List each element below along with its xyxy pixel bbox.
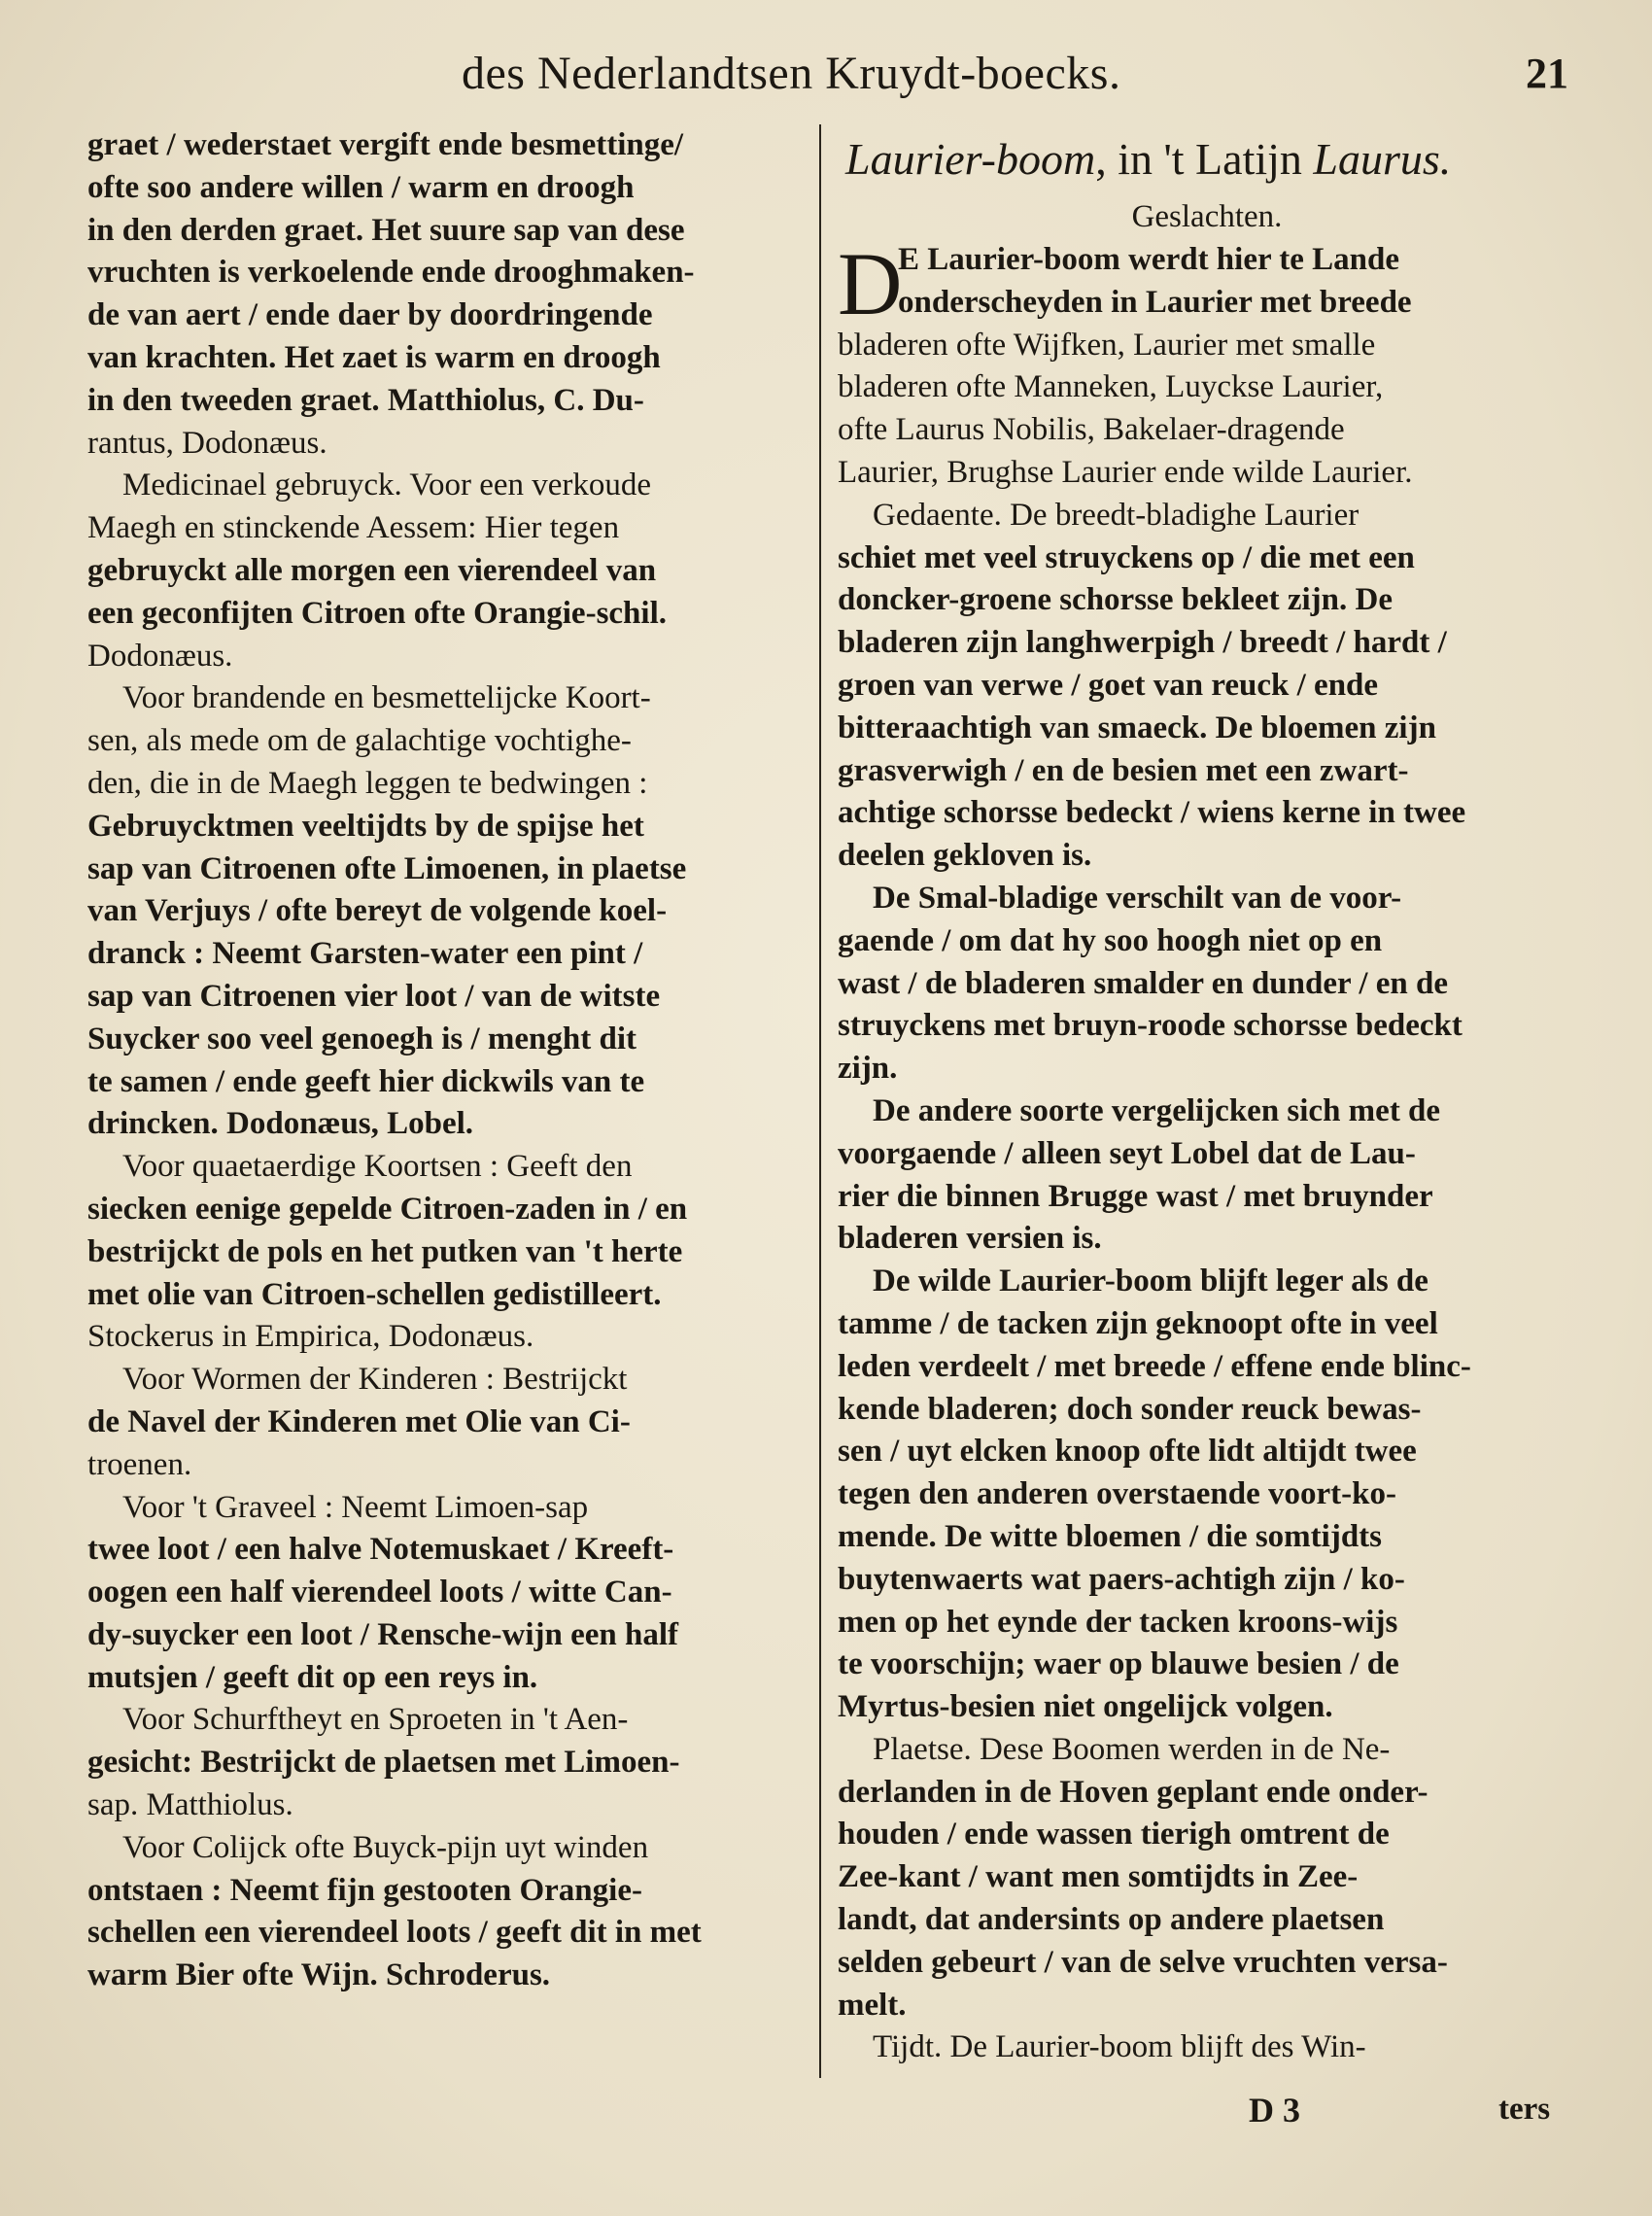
text-line: Gedaente. De breedt-bladighe Laurier <box>873 497 1359 533</box>
text-line: oogen een half vierendeel loots / witte Can- <box>87 1575 672 1610</box>
text-line: Voor Schurftheyt en Sproeten in 't Aen- <box>122 1702 629 1738</box>
text-line: gaende / om dat hy soo hoogh niet op en <box>838 922 1383 958</box>
text-line: siecken eenige gepelde Citroen-zaden in / en <box>87 1191 688 1227</box>
text-line: men op het eynde der tacken kroons-wijs <box>838 1604 1398 1640</box>
signature-mark: D 3 <box>1249 2091 1300 2129</box>
text-line: Medicinael gebruyck. Voor een verkoude <box>122 467 652 503</box>
text-line: sap. Matthiolus. <box>87 1787 293 1823</box>
text-line: groen van verwe / goet van reuck / ende <box>838 667 1379 703</box>
text-line: in den derden graet. Het suure sap van dese <box>87 212 685 248</box>
text-line: ofte soo andere willen / warm en droogh <box>87 169 635 205</box>
section-title-name: Laurier-boom <box>845 134 1096 184</box>
text-line: in den tweeden graet. Matthiolus, C. Du- <box>87 382 644 418</box>
running-head <box>0 47 1652 115</box>
text-line: Voor quaetaerdige Koortsen : Geeft den <box>122 1149 633 1185</box>
text-line: Dodonæus. <box>87 638 233 674</box>
text-line: een geconfijten Citroen ofte Orangie-schil. <box>87 595 667 631</box>
text-line: Suycker soo veel genoegh is / menght dit <box>87 1021 637 1056</box>
text-line: van Verjuys / ofte bereyt de volgende koel- <box>87 893 668 929</box>
text-line: te samen / ende geeft hier dickwils van te <box>87 1063 645 1099</box>
text-line: Laurier, Brughse Laurier ende wilde Laurier. <box>838 454 1413 490</box>
catchword: ters <box>1498 2092 1551 2127</box>
text-line: voorgaende / alleen seyt Lobel dat de Lau- <box>838 1135 1416 1171</box>
left-column <box>87 124 811 1997</box>
text-line: rier die binnen Brugge wast / met bruynder <box>838 1178 1433 1214</box>
page-number: 21 <box>1526 50 1568 97</box>
text-line: Voor Wormen der Kinderen : Bestrijckt <box>122 1362 628 1398</box>
text-line: ofte Laurus Nobilis, Bakelaer-dragende <box>838 412 1345 448</box>
text-line: struyckens met bruyn-roode schorsse bedeckt <box>838 1008 1463 1044</box>
text-line: bladeren ofte Manneken, Luyckse Laurier, <box>838 369 1384 405</box>
text-line: selden gebeurt / van de selve vruchten versa- <box>838 1944 1448 1980</box>
text-line: bladeren versien is. <box>838 1221 1102 1257</box>
text-line: vruchten is verkoelende ende drooghmaken- <box>87 255 695 291</box>
text-line: schiet met veel struyckens op / die met een <box>838 539 1415 575</box>
text-line: den, die in de Maegh leggen te bedwingen : <box>87 765 648 801</box>
subheading: Geslachten. <box>1131 199 1283 234</box>
text-line: sen, als mede om de galachtige vochtighe- <box>87 723 632 759</box>
text-line: tegen den anderen overstaende voort-ko- <box>838 1476 1396 1512</box>
text-line: landt, dat andersints op andere plaetsen <box>838 1902 1385 1938</box>
text-line: tamme / de tacken zijn geknoopt ofte in veel <box>838 1305 1438 1341</box>
text-line: schellen een vierendeel loots / geeft dit in met <box>87 1915 702 1951</box>
dropcap-paragraph <box>838 234 1576 333</box>
text-line: Zee-kant / want men somtijdts in Zee- <box>838 1859 1359 1895</box>
text-line: Voor 't Graveel : Neemt Limoen-sap <box>122 1489 589 1525</box>
text-line: doncker-groene schorsse bekleet zijn. De <box>838 582 1393 618</box>
text-line: De wilde Laurier-boom blijft leger als de <box>873 1264 1428 1299</box>
text-line: bladeren ofte Wijfken, Laurier met smalle <box>838 327 1376 363</box>
text-line: mende. De witte bloemen / die somtijdts <box>838 1518 1383 1554</box>
text-line: leden verdeelt / met breede / effene ende blinc- <box>838 1348 1471 1384</box>
section-title-latin-name: Laurus. <box>1313 134 1452 184</box>
text-line: zijn. <box>838 1051 898 1087</box>
text-line: bitteraachtigh van smaeck. De bloemen zijn <box>838 710 1436 745</box>
text-line: Myrtus-besien niet ongelijck volgen. <box>838 1689 1333 1725</box>
text-line: houden / ende wassen tierigh omtrent de <box>838 1817 1390 1852</box>
text-line: Voor Colijck ofte Buyck-pijn uyt winden <box>122 1829 649 1865</box>
text-line: met olie van Citroen-schellen gedistilleert. <box>87 1276 662 1312</box>
text-line: de Navel der Kinderen met Olie van Ci- <box>87 1403 631 1439</box>
text-line: kende bladeren; doch sonder reuck bewas- <box>838 1391 1422 1427</box>
running-title: des Nederlandtsen Kruydt-boecks. <box>462 48 1121 99</box>
text-line: achtige schorsse bedeckt / wiens kerne in twee <box>838 795 1466 831</box>
text-line: E Laurier-boom werdt hier te Lande <box>898 242 1400 277</box>
text-line: Voor brandende en besmettelijcke Koort- <box>122 680 651 716</box>
text-line: rantus, Dodonæus. <box>87 425 327 461</box>
right-column <box>838 124 1576 2069</box>
text-line: troenen. <box>87 1446 192 1482</box>
text-line: dy-suycker een loot / Rensche-wijn een half <box>87 1616 679 1652</box>
text-line: ontstaen : Neemt fijn gestooten Orangie- <box>87 1872 642 1908</box>
text-line: gebruyckt alle morgen een vierendeel van <box>87 552 657 588</box>
text-line: Stockerus in Empirica, Dodonæus. <box>87 1319 534 1355</box>
text-line: De Smal-bladige verschilt van de voor- <box>873 880 1402 916</box>
right-column-body <box>838 325 1576 2070</box>
text-line: bestrijckt de pols en het putken van 't herte <box>87 1233 683 1269</box>
text-line: graet / wederstaet vergift ende besmettinge/ <box>87 127 684 162</box>
text-line: drincken. Dodonæus, Lobel. <box>87 1106 474 1142</box>
text-line: buytenwaerts wat paers-achtigh zijn / ko- <box>838 1561 1405 1597</box>
text-line: sap van Citroenen ofte Limoenen, in plaetse <box>87 850 687 886</box>
text-line: Gebruycktmen veeltijdts by de spijse het <box>87 808 644 844</box>
text-line: derlanden in de Hoven geplant ende onder- <box>838 1774 1428 1810</box>
text-line: deelen gekloven is. <box>838 838 1092 874</box>
text-line: Plaetse. Dese Boomen werden in de Ne- <box>873 1731 1391 1767</box>
text-line: de van aert / ende daer by doordringende <box>87 297 653 333</box>
section-title-latin-intro: , in 't Latijn <box>1095 134 1314 184</box>
text-line: sen / uyt elcken knoop ofte lidt altijdt twee <box>838 1434 1417 1470</box>
text-line: te voorschijn; waer op blauwe besien / de <box>838 1646 1399 1682</box>
text-line: mutsjen / geeft dit op een reys in. <box>87 1659 538 1695</box>
text-line: van krachten. Het zaet is warm en droogh <box>87 339 661 375</box>
text-line: twee loot / een halve Notemuskaet / Kreeft- <box>87 1532 674 1568</box>
text-line: Maegh en stinckende Aessem: Hier tegen <box>87 510 620 546</box>
text-line: De andere soorte vergelijcken sich met de <box>873 1092 1441 1128</box>
text-line: Tijdt. De Laurier-boom blijft des Win- <box>873 2029 1366 2065</box>
text-line: bladeren zijn langhwerpigh / breedt / hardt / <box>838 625 1447 661</box>
text-line: onderscheyden in Laurier met breede <box>898 284 1412 320</box>
text-line: grasverwigh / en de besien met een zwart- <box>838 752 1409 788</box>
text-line: melt. <box>838 1987 907 2023</box>
text-line: dranck : Neemt Garsten-water een pint / <box>87 936 643 972</box>
column-divider <box>819 124 821 2078</box>
text-line: wast / de bladeren smalder en dunder / en de <box>838 965 1448 1001</box>
drop-cap: D <box>838 234 903 333</box>
text-line: gesicht: Bestrijckt de plaetsen met Limoen- <box>87 1745 680 1781</box>
text-line: sap van Citroenen vier loot / van de witste <box>87 978 661 1014</box>
text-line: warm Bier ofte Wijn. Schroderus. <box>87 1957 551 1993</box>
section-title <box>838 124 1576 194</box>
